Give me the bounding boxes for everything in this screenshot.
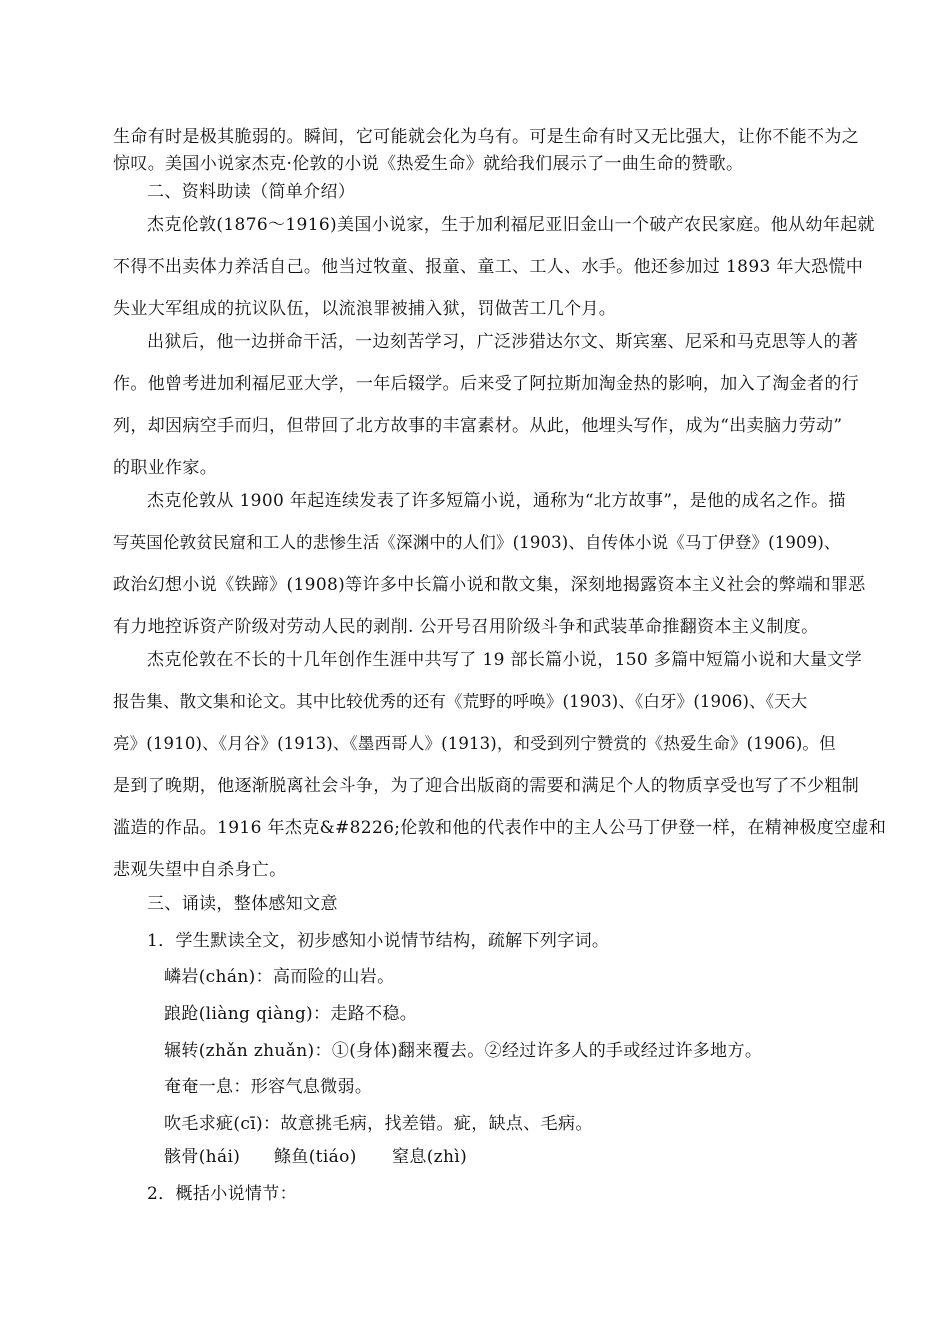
paragraph-line: 写英国伦敦贫民窟和工人的悲惨生活《深渊中的人们》(1903)、自传体小说《马丁伊登》(1909)、 <box>113 533 841 552</box>
section-heading-resources: 二、资料助读（简单介绍） <box>147 182 356 202</box>
paragraph-line: 滥造的作品。1916 年杰克&#8226;伦敦和他的代表作中的主人公马丁伊登一样，在精神极度空虚和 <box>113 818 887 838</box>
paragraph-line: 出狱后，他一边拼命干活，一边刻苦学习，广泛涉猎达尔文、斯宾塞、尼采和马克思等人的著 <box>147 332 859 352</box>
paragraph-line: 有力地控诉资产阶级对劳动人民的剥削. 公开号召用阶级斗争和武装革命推翻资本主义制度。 <box>113 617 819 637</box>
paragraph-line: 列，却因病空手而归，但带回了北方故事的丰富素材。从此，他埋头写作，成为“出卖脑力劳动” <box>113 416 843 436</box>
pinyin-word: 鲦鱼(tiáo) <box>274 1147 357 1167</box>
vocab-item: 奄奄一息：形容气息微弱。 <box>164 1077 373 1097</box>
vocab-item: 踉跄(liàng qiàng)：走路不稳。 <box>164 1004 418 1024</box>
intro-line-2: 惊叹。美国小说家杰克·伦敦的小说《热爱生命》就给我们展示了一曲生命的赞歌。 <box>113 154 744 174</box>
paragraph-line: 杰克伦敦在不长的十几年创作生涯中共写了 19 部长篇小说，150 多篇中短篇小说和大量文学 <box>147 650 863 670</box>
vocab-item: 吹毛求疵(cī)：故意挑毛病，找差错。疵，缺点、毛病。 <box>164 1114 593 1134</box>
paragraph-line: 失业大军组成的抗议队伍，以流浪罪被捕入狱，罚做苦工几个月。 <box>113 299 617 319</box>
paragraph-line: 政治幻想小说《铁蹄》(1908)等许多中长篇小说和散文集，深刻地揭露资本主义社会的弊端和罪恶 <box>113 575 866 595</box>
paragraph-line: 不得不出卖体力养活自己。他当过牧童、报童、童工、工人、水手。他还参加过 1893 年大恐慌中 <box>113 257 864 277</box>
paragraph-line: 是到了晚期，他逐渐脱离社会斗争，为了迎合出版商的需要和满足个人的物质享受也写了不少粗制 <box>113 776 860 796</box>
paragraph-line: 作。他曾考进加利福尼亚大学，一年后辍学。后来受了阿拉斯加淘金热的影响，加入了淘金者的行 <box>113 374 860 394</box>
paragraph-line: 的职业作家。 <box>113 458 218 478</box>
list-item-2: 2．概括小说情节： <box>147 1184 297 1204</box>
paragraph-line: 亮》(1910)、《月谷》(1913)、《墨西哥人》(1913)，和受到列宁赞赏的《热爱生命》(1906)。但 <box>113 734 836 753</box>
section-heading-reading: 三、诵读，整体感知文意 <box>147 894 338 914</box>
paragraph-line: 悲观失望中自杀身亡。 <box>113 860 287 880</box>
pinyin-word: 窒息(zhì) <box>392 1147 468 1167</box>
vocab-item: 辗转(zhǎn zhuǎn)：①(身体)翻来覆去。②经过许多人的手或经过许多地方。 <box>164 1041 763 1061</box>
vocab-item: 嶙岩(chán)：高而险的山岩。 <box>164 967 395 987</box>
pinyin-word: 骸骨(hái) <box>164 1147 241 1167</box>
paragraph-line: 杰克伦敦从 1900 年起连续发表了许多短篇小说，通称为“北方故事”，是他的成名之作。描 <box>147 491 846 511</box>
paragraph-line: 报告集、散文集和论文。其中比较优秀的还有《荒野的呼唤》(1903)、《白牙》(1906)、《天大 <box>113 692 808 711</box>
list-item-1: 1．学生默读全文，初步感知小说情节结构，疏解下列字词。 <box>147 931 610 951</box>
intro-line-1: 生命有时是极其脆弱的。瞬间，它可能就会化为乌有。可是生命有时又无比强大，让你不能不为之 <box>113 127 860 147</box>
pinyin-row <box>164 1146 467 1168</box>
paragraph-line: 杰克伦敦(1876～1916)美国小说家，生于加利福尼亚旧金山一个破产农民家庭。他从幼年起就 <box>147 215 875 235</box>
